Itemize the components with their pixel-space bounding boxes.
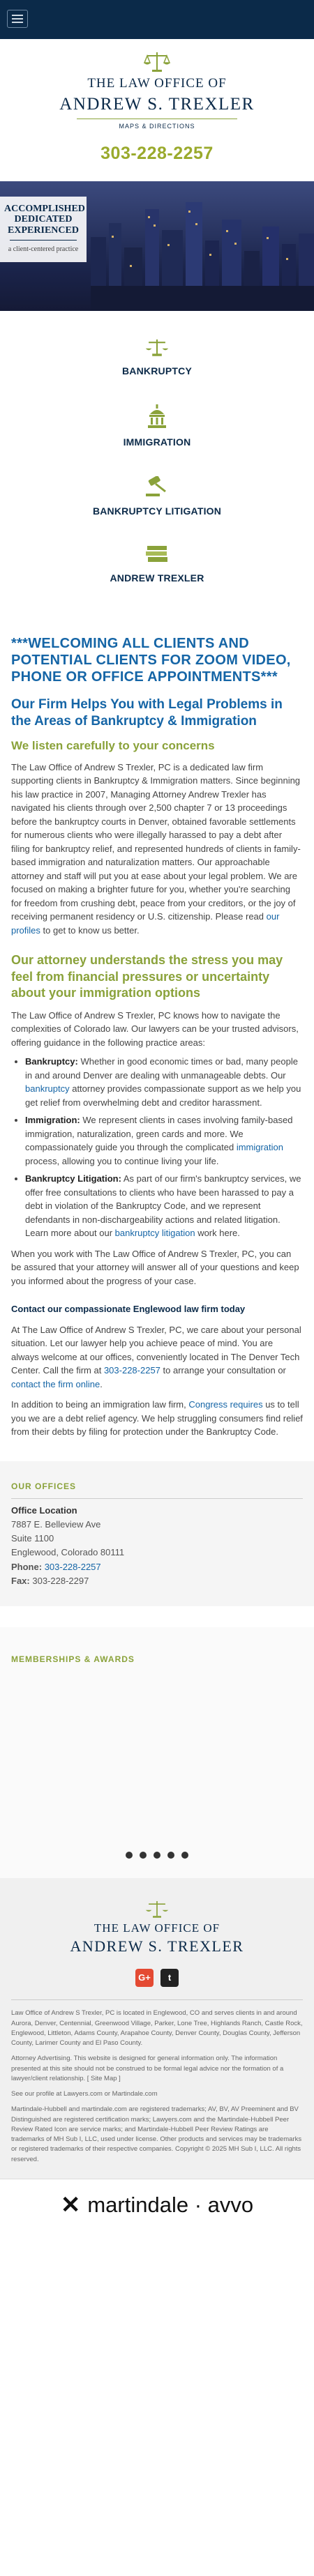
footer-logo[interactable] bbox=[11, 1899, 303, 1958]
carousel-dot[interactable] bbox=[140, 1852, 147, 1859]
gavel-icon bbox=[144, 476, 170, 497]
immigration-link[interactable]: immigration bbox=[236, 1142, 283, 1153]
contact-text: At The Law Office of Andrew S Trexler, PC, we care about your personal situation. Let our lawyer help you achieve peace of mind. You are always welcome at our offices, conveniently located in The Denver Tech Center. Call the firm at bbox=[11, 1324, 301, 1376]
carousel-dot[interactable] bbox=[154, 1852, 160, 1859]
scales-of-justice-icon bbox=[143, 50, 171, 73]
hero-divider bbox=[10, 240, 77, 241]
intro-text-end: to get to know us better. bbox=[43, 924, 140, 936]
fax-label: Fax: bbox=[11, 1575, 30, 1586]
practice-label: ANDREW TREXLER bbox=[110, 572, 204, 584]
scales-of-justice-icon bbox=[145, 1899, 169, 1919]
books-icon bbox=[145, 544, 169, 564]
practice-bankruptcy-link[interactable] bbox=[0, 330, 314, 397]
twitter-icon[interactable]: t bbox=[160, 1969, 179, 1987]
firm-heading: Our Firm Helps You with Legal Problems in the Areas of Bankruptcy & Immigration bbox=[11, 697, 283, 729]
practice-andrew-trexler-link[interactable] bbox=[0, 538, 314, 604]
memberships-title: MEMBERSHIPS & AWARDS bbox=[11, 1654, 135, 1664]
office-fax: 303-228-2297 bbox=[32, 1575, 89, 1586]
intro-text: The Law Office of Andrew S Trexler, PC is a dedicated law firm supporting clients in Bankruptcy & Immigration matters. Since beginning his law practice in 2007, Managing Attorney Andrew Trexler has navigated his clients through over 2,500 chapter 7 or 13 proceedings before the bankruptcy courts in Denver, obtained favorable settlements for numerous clients who were illegally harassed to pay a debt after filing for bankruptcy relief, and represented hundreds of clients in family-based immigration and naturalization matters. Our approachable attorney and staff will put you at ease about your legal problem. We are focused on making a brighter future for you, whether you're searching for freedom from crushing debt, peace from your creditors, or the joy of receiving permanent residency or U.S. citizenship. Please read bbox=[11, 761, 301, 922]
bullet-term: Bankruptcy: bbox=[25, 1056, 78, 1067]
stress-heading: Our attorney understands the stress you may feel from financial pressures or uncertainty about your immigration options bbox=[11, 953, 283, 1000]
profiles-link[interactable]: our profiles bbox=[11, 911, 280, 936]
debt-relief-paragraph bbox=[11, 1398, 303, 1439]
office-street: 7887 E. Belleview Ave bbox=[11, 1519, 101, 1530]
hero-headline: ACCOMPLISHED DEDICATED EXPERIENCED bbox=[4, 204, 85, 236]
hero-text-panel bbox=[0, 197, 87, 262]
list-item bbox=[25, 1055, 303, 1109]
congress-requires-link[interactable]: Congress requires bbox=[188, 1399, 263, 1410]
bullet-text-end: work here. bbox=[197, 1228, 240, 1239]
bullet-text: We represent clients in cases involving family-based immigration, naturalization, green cards and more. We compassionately guide you through the complicated bbox=[25, 1115, 293, 1153]
footer-divider bbox=[11, 1999, 303, 2000]
offices-section bbox=[0, 1461, 314, 1606]
phone-label: Phone: bbox=[11, 1561, 43, 1572]
office-phone-link[interactable]: 303-228-2257 bbox=[44, 1561, 101, 1572]
practice-label: IMMIGRATION bbox=[123, 436, 191, 448]
practice-label: BANKRUPTCY LITIGATION bbox=[92, 505, 222, 517]
bankruptcy-litigation-link[interactable]: bankruptcy litigation bbox=[114, 1228, 195, 1239]
contact-online-link[interactable]: contact the firm online bbox=[11, 1378, 100, 1389]
office-city: Englewood, Colorado 80111 bbox=[11, 1547, 125, 1558]
carousel-dot[interactable] bbox=[126, 1852, 133, 1859]
contact-heading: Contact our compassionate Englewood law firm today bbox=[11, 1304, 246, 1315]
office-name: Office Location bbox=[11, 1505, 77, 1516]
practice-immigration-link[interactable] bbox=[0, 397, 314, 468]
martindale-logo-icon: ✕ bbox=[60, 2191, 81, 2218]
offices-title: OUR OFFICES bbox=[11, 1481, 77, 1491]
list-item bbox=[25, 1172, 303, 1240]
welcome-heading: ***WELCOMING ALL CLIENTS AND POTENTIAL CLIENTS FOR ZOOM VIDEO, PHONE OR OFFICE APPOINTMENTS*** bbox=[11, 636, 291, 685]
hero-tagline: a client-centered practice bbox=[8, 245, 79, 254]
header-phone-link[interactable]: 303-228-2257 bbox=[100, 143, 214, 163]
scales-icon bbox=[145, 337, 169, 357]
carousel-dot[interactable] bbox=[167, 1852, 174, 1859]
bullet-term: Bankruptcy Litigation: bbox=[25, 1173, 121, 1184]
bullet-text: As part of our firm's bankruptcy services, we offer free consultations to clients who have been harassed to pay a debt in violation of the Bankruptcy Code, and we represent defendants in non-dischargeability actions and related litigation. Learn more about our bbox=[25, 1173, 301, 1239]
carousel-dot[interactable] bbox=[181, 1852, 188, 1859]
office-suite: Suite 1100 bbox=[11, 1533, 54, 1544]
main-content bbox=[0, 621, 314, 1446]
contact-paragraph: At The Law Office of Andrew S Trexler, PC, we care about your personal situation. Let our lawyer help you achieve peace of mind. You are always welcome at our offices, conveniently located in The Denver Tech Center. Call the firm at 303-228-2257 to arrange your consultation or contact the firm online. bbox=[11, 1324, 301, 1389]
listen-heading: We listen carefully to your concerns bbox=[11, 738, 215, 752]
memberships-section bbox=[0, 1627, 314, 1878]
martindale-avvo-brand[interactable] bbox=[0, 2179, 314, 2232]
hero-banner bbox=[0, 181, 314, 311]
bullet-text-end: attorney provides compassionate support as we help you get relief from overwhelming debt and creditor harassment. bbox=[25, 1083, 301, 1108]
site-footer bbox=[0, 1878, 314, 2179]
hamburger-line bbox=[12, 22, 23, 23]
practice-bullet-list bbox=[25, 1055, 303, 1240]
contact-phone-link[interactable]: 303-228-2257 bbox=[103, 1365, 160, 1376]
assurance-paragraph: When you work with The Law Office of Andrew S Trexler, PC, you can be assured that your attorney will answer all of your questions and keep you informed about the progress of your case. bbox=[11, 1248, 299, 1286]
practice-bankruptcy-litigation-link[interactable] bbox=[0, 469, 314, 538]
logo-line2: ANDREW S. TREXLER bbox=[59, 94, 255, 114]
carousel-dots bbox=[0, 1852, 314, 1859]
contact-text-mid: to arrange your consultation or bbox=[163, 1365, 286, 1376]
office-fax-row bbox=[11, 1574, 303, 1588]
practice-area-nav bbox=[0, 311, 314, 621]
top-nav-bar bbox=[0, 0, 314, 39]
practice-intro-paragraph: The Law Office of Andrew S Trexler, PC knows how to navigate the complexities of Colorado law. Our lawyers can be your trusted advisors, offering guidance in the following practice areas: bbox=[11, 1009, 299, 1048]
social-links bbox=[11, 1969, 303, 1987]
martindale-avvo-text: martindale · avvo bbox=[87, 2192, 254, 2217]
service-area-text: Law Office of Andrew S Trexler, PC is located in Englewood, CO and serves clients in and around Aurora, Denver, Centennial, Greenwood Village, Parker, Lone Tree, Highlands Ranch, Castle Rock, Englewood, Littleton, Adams County, Arapahoe County, Denver County, Douglas County, Jefferson County, Larimer County and El Paso County. bbox=[11, 2009, 303, 2048]
bankruptcy-link[interactable]: bankruptcy bbox=[25, 1083, 70, 1095]
hamburger-line bbox=[12, 15, 23, 16]
trademark-text: Martindale-Hubbell and martindale.com are registered trademarks; AV, BV, AV Preeminent and BV Distinguished are registered certification marks; Lawyers.com and the Martindale-Hubbell Peer Review Rated Icon are service marks; and Martindale-Hubbell Peer Review Ratings are trademarks of MH Sub I, LLC, used under license. Other products and services may be trademarks or registered trademarks of their respective companies. Copyright © 2025 MH Sub I, LLC. All rights reserved. bbox=[11, 2105, 302, 2163]
logo-line1: THE LAW OFFICE OF bbox=[87, 76, 227, 91]
capitol-icon bbox=[147, 404, 167, 428]
debt-relief-text: In addition to being an immigration law firm, bbox=[11, 1399, 186, 1410]
google-plus-icon[interactable]: G+ bbox=[135, 1969, 154, 1987]
office-phone-row bbox=[11, 1560, 303, 1574]
profile-links-text[interactable]: See our profile at Lawyers.com or Martindale.com bbox=[11, 2090, 158, 2098]
bullet-text: Whether in good economic times or bad, many people in and around Denver are dealing with unmanageable debts. Our bbox=[25, 1056, 298, 1081]
hamburger-line bbox=[12, 18, 23, 20]
intro-paragraph bbox=[11, 761, 303, 938]
list-item bbox=[25, 1113, 303, 1168]
footer-logo-line1: THE LAW OFFICE OF bbox=[94, 1921, 220, 1935]
site-logo[interactable] bbox=[0, 39, 314, 181]
footer-logo-line2: ANDREW S. TREXLER bbox=[70, 1937, 244, 1956]
disclaimer-text: Attorney Advertising. This website is designed for general information only. The information presented at this site should not be construed to be formal legal advice nor the formation of a lawyer/client relationship. [ Site Map ] bbox=[11, 2055, 284, 2082]
hamburger-menu-icon[interactable] bbox=[7, 10, 28, 28]
practice-label: BANKRUPTCY bbox=[122, 365, 192, 377]
bullet-term: Immigration: bbox=[25, 1115, 80, 1126]
offices-divider bbox=[11, 1498, 303, 1499]
maps-directions-link[interactable]: MAPS & DIRECTIONS bbox=[119, 122, 195, 130]
debt-relief-text-end: us to tell you we are a debt relief agency. We help struggling consumers find relief from their debts by filing for protection under the Bankruptcy Code. bbox=[11, 1399, 303, 1438]
bullet-text-end: process, allowing you to continue living your life. bbox=[25, 1155, 219, 1166]
